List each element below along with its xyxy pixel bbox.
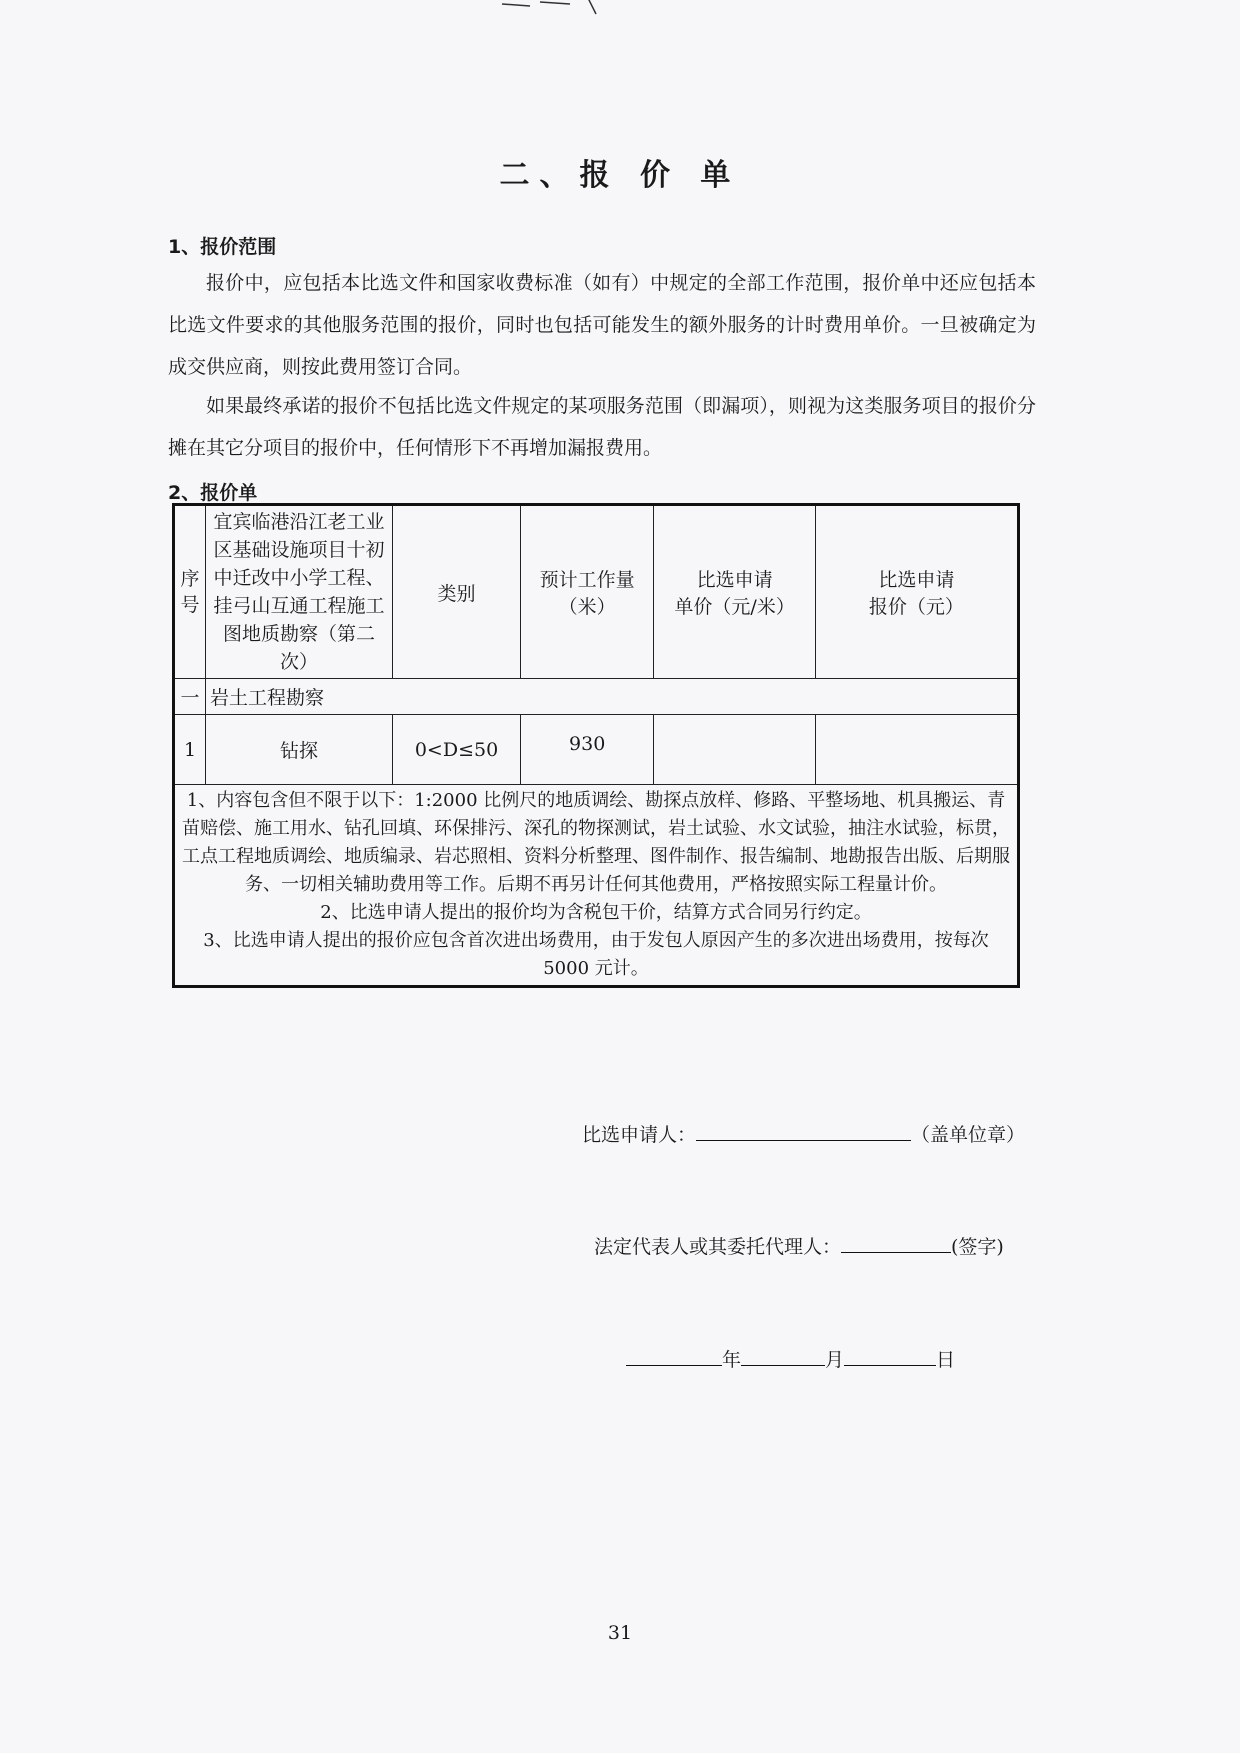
representative-blank[interactable]: [841, 1232, 951, 1253]
group-name: 岩土工程勘察: [205, 679, 1018, 715]
row-category: 0<D≤50: [393, 715, 521, 785]
header-project: 宜宾临港沿江老工业区基础设施项目十初中迁改中小学工程、挂弓山互通工程施工图地质勘察（第二次）: [205, 505, 392, 679]
table-notes-row: [174, 785, 1019, 987]
header-category: 类别: [393, 505, 521, 679]
day-label: 日: [936, 1349, 956, 1371]
group-seq: 一: [174, 679, 206, 715]
applicant-signature-line: [582, 1120, 1025, 1147]
header-workload-line2: （米）: [558, 596, 616, 618]
representative-suffix: (签字): [951, 1236, 1004, 1258]
note-2: 2、比选申请人提出的报价均为含税包干价，结算方式合同另行约定。: [320, 902, 872, 923]
page-number: 31: [607, 1622, 633, 1644]
representative-label: 法定代表人或其委托代理人：: [594, 1236, 842, 1258]
year-blank[interactable]: [626, 1345, 722, 1366]
quote-table: [172, 503, 1020, 988]
section-heading-scope: 1、报价范围: [168, 236, 277, 258]
day-blank[interactable]: [844, 1345, 936, 1366]
header-quote: [815, 505, 1018, 679]
header-quote-line1: 比选申请: [878, 569, 955, 591]
row-quote[interactable]: [815, 715, 1018, 785]
header-unit-price: [654, 505, 815, 679]
scan-mark: [500, 0, 610, 18]
applicant-blank[interactable]: [696, 1120, 911, 1141]
header-unit-price-line1: 比选申请: [696, 569, 773, 591]
date-line: [626, 1345, 955, 1372]
header-quote-line2: 报价（元）: [868, 596, 964, 618]
table-group-row: [174, 679, 1019, 715]
table-header-row: [174, 505, 1019, 679]
month-blank[interactable]: [741, 1345, 825, 1366]
month-label: 月: [825, 1349, 845, 1371]
year-label: 年: [722, 1349, 742, 1371]
scope-paragraph-2: 如果最终承诺的报价不包括比选文件规定的某项服务范围（即漏项），则视为这类服务项目的报价分摊在其它分项目的报价中，任何情形下不再增加漏报费用。: [168, 395, 1036, 459]
header-unit-price-line2: 单价（元/米）: [674, 596, 795, 618]
row-item: 钻探: [205, 715, 392, 785]
page-title: 二、报 价 单: [499, 158, 741, 193]
applicant-label: 比选申请人：: [582, 1124, 697, 1146]
note-1: 1、内容包含但不限于以下：1:2000 比例尺的地质调绘、勘探点放样、修路、平整场地、机具搬运、青苗赔偿、施工用水、钻孔回填、环保排污、深孔的物探测试，岩土试验、水文试验，抽注水试验，标贯，工点工程地质调绘、地质编录、岩芯照相、资料分析整理、图件制作、报告编制、地勘报告出版、后期服务、一切相关辅助费用等工作。后期不再另计任何其他费用，严格按照实际工程量计价。: [182, 790, 1010, 895]
table-row: [174, 715, 1019, 785]
notes-cell: [174, 785, 1019, 987]
section-heading-quote: 2、报价单: [168, 482, 258, 504]
row-workload: 930: [520, 715, 654, 785]
representative-signature-line: [594, 1232, 1004, 1259]
row-unit-price[interactable]: [654, 715, 815, 785]
header-workload-line1: 预计工作量: [539, 569, 635, 591]
scope-paragraph-1: 报价中，应包括本比选文件和国家收费标准（如有）中规定的全部工作范围，报价单中还应包括本比选文件要求的其他服务范围的报价，同时也包括可能发生的额外服务的计时费用单价。一旦被确定为成交供应商，则按此费用签订合同。: [168, 272, 1036, 378]
note-3: 3、比选申请人提出的报价应包含首次进出场费用，由于发包人原因产生的多次进出场费用，按每次 5000 元计。: [203, 930, 989, 979]
header-workload: [520, 505, 654, 679]
row-seq: 1: [174, 715, 206, 785]
header-seq: 序号: [174, 505, 206, 679]
applicant-suffix: （盖单位章）: [911, 1124, 1026, 1146]
